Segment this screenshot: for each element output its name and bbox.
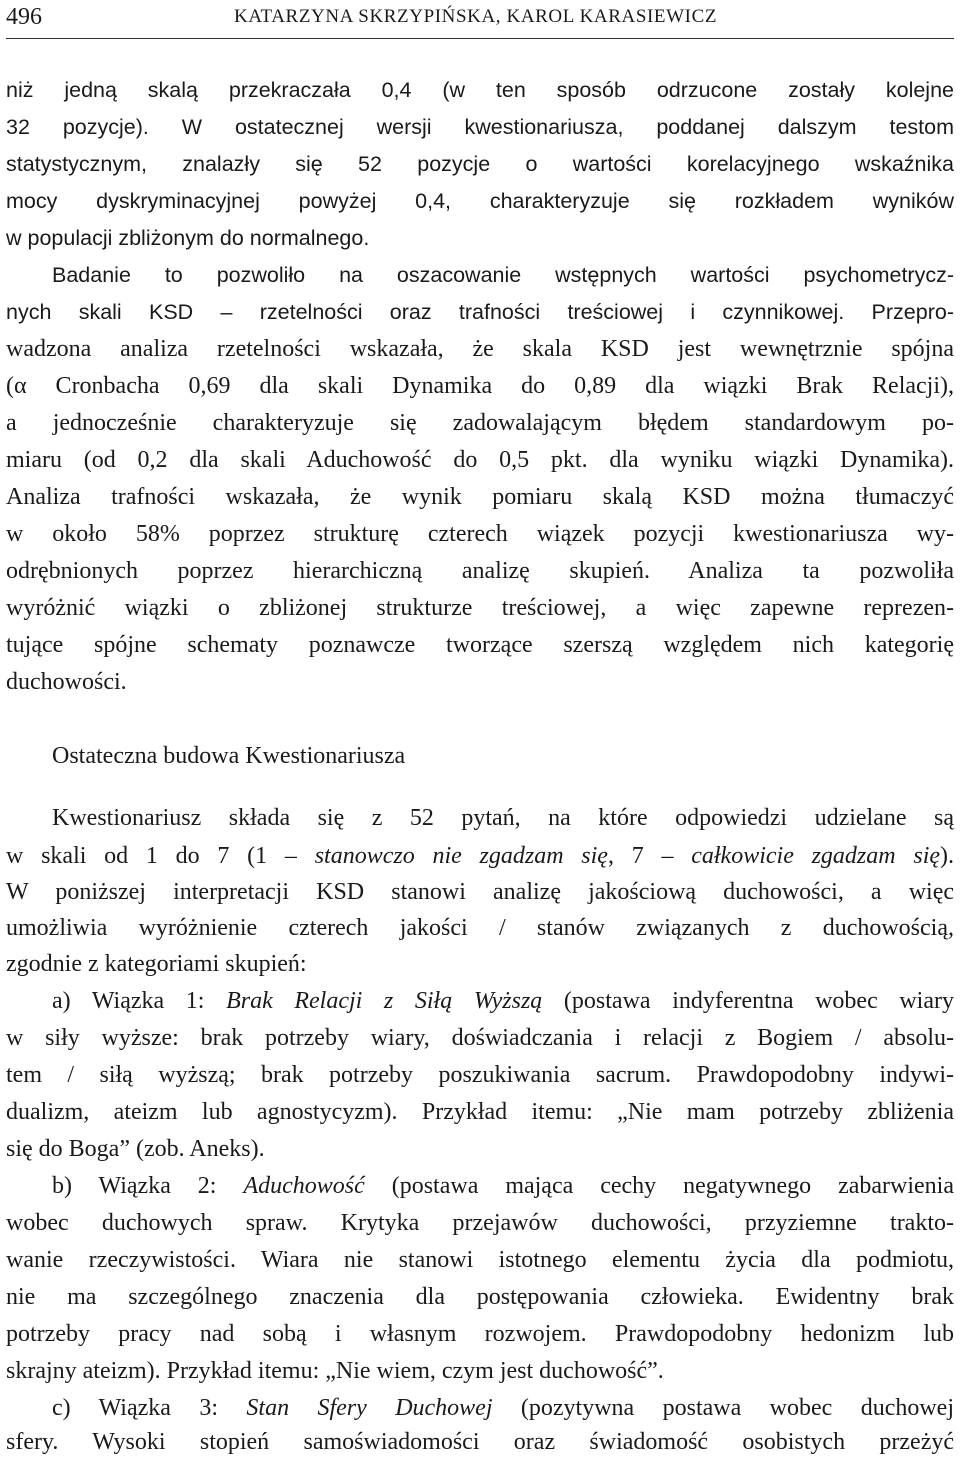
list-item-line: a) Wiązka 1: Brak Relacji z Siłą Wyższą (postawa indyferentna wobec wiary: [52, 988, 954, 1014]
text-line: potrzeby pracy nad sobą i własnym rozwojem. Prawdopodobny hedonizm lub: [6, 1321, 954, 1347]
running-head: KATARZYNA SKRZYPIŃSKA, KAROL KARASIEWICZ: [234, 6, 718, 27]
text-line: w skali od 1 do 7 (1 – stanowczo nie zgadzam się, 7 – całkowicie zgadzam się).: [6, 843, 955, 869]
section-heading: Ostateczna budowa Kwestionariusza: [52, 743, 406, 769]
text-line: duchowości.: [6, 669, 127, 695]
text-line: (α Cronbacha 0,69 dla skali Dynamika do 0,89 dla wiązki Brak Relacji),: [6, 373, 954, 399]
text-line: miaru (od 0,2 dla skali Aduchowość do 0,5 pkt. dla wyniku wiązki Dynamika).: [6, 447, 954, 473]
text-line: sfery. Wysoki stopień samoświadomości oraz świadomość osobistych przeżyć: [6, 1429, 954, 1455]
text-line: wobec duchowych spraw. Krytyka przejawów duchowości, przyziemne trakto-: [6, 1210, 954, 1236]
text-line: nych skali KSD – rzetelności oraz trafności treściowej i czynnikowej. Przepro-: [6, 300, 954, 324]
list-item-line: c) Wiązka 3: Stan Sfery Duchowej (pozytywna postawa wobec duchowej: [52, 1395, 955, 1421]
text-line: tujące spójne schematy poznawcze tworzące szerszą względem nich kategorię: [6, 632, 954, 658]
text-line: zgodnie z kategoriami skupień:: [6, 951, 307, 977]
text-line: się do Boga” (zob. Aneks).: [6, 1136, 265, 1162]
text-line: 32 pozycje). W ostatecznej wersji kwestionariusza, poddanej dalszym testom: [6, 115, 954, 139]
text-line: w około 58% poprzez strukturę czterech wiązek pozycji kwestionariusza wy-: [6, 521, 954, 547]
text-line: odrębnionych poprzez hierarchiczną analizę skupień. Analiza ta pozwoliła: [6, 558, 954, 584]
text-line: nie ma szczególnego znaczenia dla postępowania człowieka. Ewidentny brak: [6, 1284, 954, 1310]
text-line: statystycznym, znalazły się 52 pozycje o wartości korelacyjnego wskaźnika: [6, 152, 954, 176]
text-line: wadzona analiza rzetelności wskazała, że skala KSD jest wewnętrznie spójna: [6, 336, 954, 362]
list-item-line: b) Wiązka 2: Aduchowość (postawa mająca cechy negatywnego zabarwienia: [52, 1173, 954, 1199]
text-line: skrajny ateizm). Przykład itemu: „Nie wiem, czym jest duchowość”.: [6, 1358, 664, 1384]
text-line: dualizm, ateizm lub agnostycyzm). Przykład itemu: „Nie mam potrzeby zbliżenia: [6, 1099, 954, 1125]
text-line: umożliwia wyróżnienie czterech jakości / stanów związanych z duchowością,: [6, 915, 954, 941]
text-line: tem / siłą wyższą; brak potrzeby poszukiwania sacrum. Prawdopodobny indywi-: [6, 1062, 954, 1088]
text-line: w siły wyższe: brak potrzeby wiary, doświadczania i relacji z Bogiem / absolu-: [6, 1025, 954, 1051]
text-line: W poniższej interpretacji KSD stanowi analizę jakościową duchowości, a więc: [6, 879, 954, 905]
page-number: 496: [6, 4, 42, 30]
text-line: mocy dyskryminacyjnej powyżej 0,4, charakteryzuje się rozkładem wyników: [6, 189, 954, 213]
text-line: wyróżnić wiązki o zbliżonej strukturze treściowej, a więc zapewne reprezen-: [6, 595, 954, 621]
text-line: Kwestionariusz składa się z 52 pytań, na które odpowiedzi udzielane są: [52, 805, 954, 831]
text-line: a jednocześnie charakteryzuje się zadowalającym błędem standardowym po-: [6, 410, 954, 436]
text-line: Badanie to pozwoliło na oszacowanie wstępnych wartości psychometrycz-: [52, 263, 954, 287]
text-line: w populacji zbliżonym do normalnego.: [6, 226, 370, 250]
text-line: wanie rzeczywistości. Wiara nie stanowi istotnego elementu życia dla podmiotu,: [6, 1247, 954, 1273]
text-line: niż jedną skalą przekraczała 0,4 (w ten sposób odrzucone zostały kolejne: [6, 78, 954, 102]
text-line: Analiza trafności wskazała, że wynik pomiaru skalą KSD można tłumaczyć: [6, 484, 954, 510]
page-header: [6, 0, 954, 39]
